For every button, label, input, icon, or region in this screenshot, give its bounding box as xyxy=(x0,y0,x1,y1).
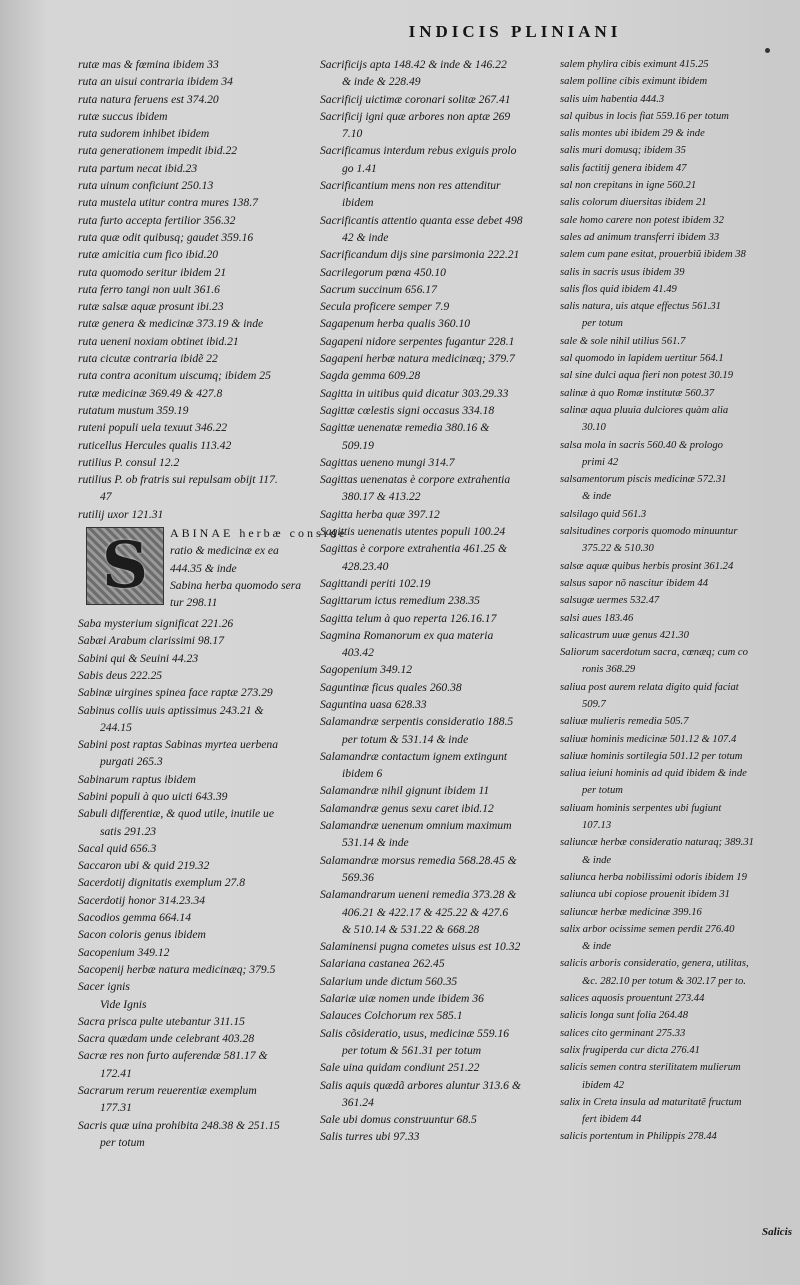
index-entry: salis in sacris usus ibidem 39 xyxy=(560,266,685,278)
index-entry: saliua post aurem relata digito quid faciat xyxy=(560,681,739,693)
index-entry: Sagittæ cœlestis signi occasus 334.18 xyxy=(320,403,495,417)
index-entry: Salamandræ genus sexu caret ibid.12 xyxy=(320,801,494,815)
index-entry: salsilago quid 561.3 xyxy=(560,508,647,520)
index-entry: rutæ salsæ aquæ prosunt ibi.23 xyxy=(78,300,224,314)
index-entry: ruta furto accepta fertilior 356.32 xyxy=(78,213,236,227)
index-entry: Sagapeni herbæ natura medicinæq; 379.7 xyxy=(320,352,515,366)
index-entry: 444.35 & inde xyxy=(170,561,237,575)
index-entry: ratio & medicinæ ex ea xyxy=(170,544,279,558)
index-entry: Sagopenium 349.12 xyxy=(320,663,413,677)
index-entry: rutilius P. consul 12.2 xyxy=(78,455,180,469)
index-entry: Sacrificij igni quæ arbores non aptæ 269 xyxy=(320,109,511,123)
index-entry: 107.13 xyxy=(582,820,612,832)
index-entry: Sagapeni nidore serpentes fugantur 228.1 xyxy=(320,334,515,348)
index-entry: fert ibidem 44 xyxy=(582,1114,642,1126)
index-entry: Sacris quæ uina prohibita 248.38 & 251.15 xyxy=(78,1118,280,1132)
index-entry: 244.15 xyxy=(100,720,132,734)
index-entry: satis 291.23 xyxy=(100,824,157,838)
index-entry: Saccaron ubi & quid 219.32 xyxy=(78,859,210,873)
index-entry: Sacrificantis attentio quanta esse debet 498 xyxy=(320,213,523,227)
index-entry: Sagittandi periti 102.19 xyxy=(320,576,431,590)
ink-spot xyxy=(765,48,770,53)
index-entry: saliuncæ herbæ medicinæ 399.16 xyxy=(560,906,702,918)
index-entry: salis muri domusq; ibidem 35 xyxy=(560,145,686,157)
index-entry: salices aquosis prouentunt 273.44 xyxy=(560,993,705,1005)
index-entry: 375.22 & 510.30 xyxy=(582,543,654,555)
index-entry: salem polline cibis eximunt ibidem xyxy=(560,76,708,88)
index-entry: Sacrum succinum 656.17 xyxy=(320,282,437,296)
initial-entry-block xyxy=(78,525,348,611)
index-entry: Sabini post raptas Sabinas myrtea uerbena xyxy=(78,738,278,752)
index-entry: salix frugiperda cur dicta 276.41 xyxy=(560,1044,700,1056)
index-entry: salis factitij genera ibidem 47 xyxy=(560,162,687,174)
index-entry: sal quibus in locis fiat 559.16 per totum xyxy=(560,110,729,122)
index-entry: purgati 265.3 xyxy=(100,755,163,769)
index-entry: Sabini populi à quo uicti 643.39 xyxy=(78,789,228,803)
index-entry: 47 xyxy=(100,490,112,504)
index-entry: 7.10 xyxy=(342,127,363,141)
index-entry: Saba mysterium significat 221.26 xyxy=(78,617,234,631)
index-entry: per totum & 561.31 per totum xyxy=(342,1043,482,1057)
index-entry: salsus sapor nõ nascitur ibidem 44 xyxy=(560,577,709,589)
index-entry: Sacrarum rerum reuerentiæ exemplum xyxy=(78,1084,257,1098)
cross-reference: Vide Ignis xyxy=(100,997,147,1011)
index-entry: rutilij uxor 121.31 xyxy=(78,507,164,521)
index-entry: salsugæ uermes 532.47 xyxy=(560,595,660,607)
index-entry: 406.21 & 422.17 & 425.22 & 427.6 xyxy=(342,905,509,919)
index-entry: Sagapenum herba qualis 360.10 xyxy=(320,317,471,331)
index-entry: Sacer ignis xyxy=(78,980,130,994)
index-entry: sale homo carere non potest ibidem 32 xyxy=(560,214,724,226)
index-entry: ruta an uisui contraria ibidem 34 xyxy=(78,75,233,89)
index-entry: salis montes ubi ibidem 29 & inde xyxy=(560,128,705,140)
decorated-initial xyxy=(86,527,164,605)
index-entry: rutæ genera & medicinæ 373.19 & inde xyxy=(78,317,264,331)
index-entry: saliuæ hominis sortilegia 501.12 per totum xyxy=(560,750,743,762)
index-column-3 xyxy=(560,56,800,1146)
index-entry: Salamandræ serpentis consideratio 188.5 xyxy=(320,715,514,729)
page-header xyxy=(0,22,800,42)
index-entry: tur 298.11 xyxy=(170,596,218,610)
index-entry: ruta quomodo seritur ibidem 21 xyxy=(78,265,227,279)
index-entry: salix in Creta insula ad maturitatẽ fructum xyxy=(560,1096,742,1108)
index-entry: Sacrificijs apta 148.42 & inde & 146.22 xyxy=(320,58,507,71)
index-entry: saliunca herba nobilissimi odoris ibidem 19 xyxy=(560,871,747,883)
index-entry: per totum xyxy=(100,1135,145,1149)
index-entry: Sabinarum raptus ibidem xyxy=(78,772,196,786)
index-entry: 403.42 xyxy=(342,646,374,660)
index-entry: sal quomodo in lapidem uertitur 564.1 xyxy=(560,353,724,365)
index-entry: Sagittas è corpore extrahentia 461.25 & xyxy=(320,542,507,556)
index-entry: ABINAE herbæ conside xyxy=(170,526,348,541)
index-entry: ruta sudorem inhibet ibidem xyxy=(78,127,210,141)
index-entry: Sagitta herba quæ 397.12 xyxy=(320,507,440,521)
index-entry: salices cito germinant 275.33 xyxy=(560,1027,686,1039)
index-entry: saliuam hominis serpentes ubi fugiunt xyxy=(560,802,722,814)
index-entry: Sabini qui & Seuini 44.23 xyxy=(78,651,199,665)
index-column-2 xyxy=(320,56,560,1146)
index-entry: salicastrum uuæ genus 421.30 xyxy=(560,629,689,641)
index-entry: primi 42 xyxy=(582,456,619,468)
index-entry: 42 & inde xyxy=(342,230,389,244)
initial-letter: S xyxy=(101,528,149,604)
index-entry: ronis 368.29 xyxy=(582,664,636,676)
index-entry: Secula proficere semper 7.9 xyxy=(320,300,450,314)
index-entry: Sacopenij herbæ natura medicinæq; 379.5 xyxy=(78,962,276,976)
index-entry: Sacra prisca pulte utebantur 311.15 xyxy=(78,1014,245,1028)
index-entry: 509.19 xyxy=(342,438,374,452)
index-entry: salicis arboris consideratio, genera, utilitas, xyxy=(560,958,749,970)
index-entry: ruta uinum conficiunt 250.13 xyxy=(78,179,214,193)
index-entry: ruta ueneni noxiam obtinet ibid.21 xyxy=(78,334,239,348)
index-column-1 xyxy=(78,56,348,1151)
index-entry: saliunca ubi copiose prouenit ibidem 31 xyxy=(560,889,730,901)
index-entry: salis flos quid ibidem 41.49 xyxy=(560,283,677,295)
index-entry: go 1.41 xyxy=(342,161,377,175)
index-entry: per totum xyxy=(582,318,623,330)
index-entry: Saliorum sacerdotum sacra, cœnæq; cum co xyxy=(560,647,748,659)
index-entry: per totum xyxy=(582,785,623,797)
index-entry: Salis aquis quædã arbores aluntur 313.6 & xyxy=(320,1078,521,1092)
index-entry: Sagmina Romanorum ex qua materia xyxy=(320,628,494,642)
index-entry: salicis semen contra sterilitatem mulierum xyxy=(560,1062,741,1074)
index-entry: Saguntinæ ficus quales 260.38 xyxy=(320,680,462,694)
index-entry: rutæ mas & fœmina ibidem 33 xyxy=(78,58,219,71)
index-entry: salis uim habentia 444.3 xyxy=(560,93,665,105)
index-entry: Salamandræ nihil gignunt ibidem 11 xyxy=(320,784,490,798)
index-entry: Salaminensi pugna cometes uisus est 10.32 xyxy=(320,940,521,954)
index-entry: &c. 282.10 per totum & 302.17 per to. xyxy=(582,975,746,987)
index-entry: Sagittæ uenenatæ remedia 380.16 & xyxy=(320,421,490,435)
index-entry: Salamandræ contactum ignem extingunt xyxy=(320,749,508,763)
index-entry: Sacrilegorum pœna 450.10 xyxy=(320,265,446,279)
index-entry: ibidem 42 xyxy=(582,1079,625,1091)
index-entry: rutilius P. ob fratris sui repulsam obijt 117. xyxy=(78,473,278,487)
index-entry: Saguntina uasa 628.33 xyxy=(320,697,427,711)
index-entry: Sacra quædam unde celebrant 403.28 xyxy=(78,1032,255,1046)
index-entry: ruta generationem impedit ibid.22 xyxy=(78,144,238,158)
index-entry: ruteni populi uela texuut 346.22 xyxy=(78,421,228,435)
index-entry: 30.10 xyxy=(582,422,606,434)
index-entry: Salis turres ubi 97.33 xyxy=(320,1130,420,1144)
index-entry: salsi aues 183.46 xyxy=(560,612,634,624)
index-entry: salem phylira cibis eximunt 415.25 xyxy=(560,59,709,70)
index-entry: & inde xyxy=(582,491,612,503)
index-entry: Sacerdotij dignitatis exemplum 27.8 xyxy=(78,876,246,890)
index-entry: 361.24 xyxy=(342,1095,374,1109)
index-entry: & inde xyxy=(582,854,612,866)
index-entry: ibidem xyxy=(342,196,374,210)
index-entry: ruta ferro tangi non uult 361.6 xyxy=(78,282,220,296)
index-entry: salicis longa sunt folia 264.48 xyxy=(560,1010,689,1022)
index-entry: Sabina herba quomodo sera xyxy=(170,578,302,592)
index-entry: 569.36 xyxy=(342,870,374,884)
index-entry: Sacerdotij honor 314.23.34 xyxy=(78,893,206,907)
index-entry: 428.23.40 xyxy=(342,559,389,573)
index-entry: salix arbor ocissime semen perdit 276.40 xyxy=(560,923,735,935)
index-entry: ruta cicutæ contraria ibidẽ 22 xyxy=(78,352,218,366)
index-entry: salis natura, uis atque effectus 561.31 xyxy=(560,301,721,313)
index-entry: salem cum pane esitat, prouerbiũ ibidem 38 xyxy=(560,249,746,261)
index-entry: Sagittas uenenatas è corpore extrahentia xyxy=(320,473,511,487)
index-entry: salis colorum diuersitas ibidem 21 xyxy=(560,197,707,209)
index-entry: & 510.14 & 531.22 & 668.28 xyxy=(342,922,480,936)
running-title: INDICIS PLINIANI xyxy=(408,22,622,41)
index-entry: Sacrificantium mens non res attenditur xyxy=(320,179,501,193)
index-entry: ruta natura feruens est 374.20 xyxy=(78,92,219,106)
index-entry: Sacrificamus interdum rebus exiguis prolo xyxy=(320,144,517,158)
index-entry: Sacræ res non furto auferendæ 581.17 & xyxy=(78,1049,268,1063)
index-entry: salicis portentum in Philippis 278.44 xyxy=(560,1131,717,1143)
index-entry: Sagittas ueneno mungi 314.7 xyxy=(320,455,455,469)
index-entry: Sabis deus 222.25 xyxy=(78,668,163,682)
index-entry: saliua ieiuni hominis ad quid ibidem & inde xyxy=(560,768,747,780)
index-entry: ruta quæ odit quibusq; gaudet 359.16 xyxy=(78,230,254,244)
index-entry: Sacon coloris genus ibidem xyxy=(78,928,206,942)
index-entry: 380.17 & 413.22 xyxy=(342,490,421,504)
index-entry: 531.14 & inde xyxy=(342,836,409,850)
index-entry: Salamandræ morsus remedia 568.28.45 & xyxy=(320,853,517,867)
index-entry: Sabinæ uirgines spinea face raptæ 273.29 xyxy=(78,686,273,700)
index-entry: salsæ aquæ quibus herbis prosint 361.24 xyxy=(560,560,734,572)
index-entry: ruta mustela utitur contra mures 138.7 xyxy=(78,196,258,210)
index-entry: Sabinus collis uuis aptissimus 243.21 & xyxy=(78,703,264,717)
index-entry: salinæ aqua pluuia dulciores quàm alia xyxy=(560,404,729,416)
index-entry: 172.41 xyxy=(100,1066,132,1080)
index-entry: Sagitta telum à quo reperta 126.16.17 xyxy=(320,611,497,625)
index-entry: rutatum mustum 359.19 xyxy=(78,403,189,417)
index-entry: Sagitta in uitibus quid dicatur 303.29.33 xyxy=(320,386,509,400)
index-entry: Sabuli differentiæ, & quod utile, inutile ue xyxy=(78,807,275,821)
index-entry: ruta partum necat ibid.23 xyxy=(78,161,198,175)
index-entry: saliuncæ herbæ consideratio naturaq; 389.31 xyxy=(560,837,754,849)
index-entry: Salariæ uiæ nomen unde ibidem 36 xyxy=(320,992,484,1006)
index-entry: Sagittarum ictus remedium 238.35 xyxy=(320,594,480,608)
index-entry: saliuæ mulieris remedia 505.7 xyxy=(560,716,689,728)
index-entry: Sagda gemma 609.28 xyxy=(320,369,421,383)
index-entry: salsa mola in sacris 560.40 & prologo xyxy=(560,439,723,451)
index-entry: Sagittis uenenatis utentes populi 100.24 xyxy=(320,525,506,539)
index-entry: Sale ubi domus construuntur 68.5 xyxy=(320,1113,477,1127)
index-entry: Salis cõsideratio, usus, medicinæ 559.16 xyxy=(320,1026,510,1040)
index-entry: 177.31 xyxy=(100,1101,132,1115)
index-entry: salinæ à quo Romæ institutæ 560.37 xyxy=(560,387,715,399)
index-entry: ruta contra aconitum uiscumq; ibidem 25 xyxy=(78,369,271,383)
index-entry: Salauces Colchorum rex 585.1 xyxy=(320,1009,463,1023)
index-entry: sale & sole nihil utilius 561.7 xyxy=(560,335,686,347)
index-entry: Salarium unde dictum 560.35 xyxy=(320,974,458,988)
index-entry: saliuæ hominis medicinæ 501.12 & 107.4 xyxy=(560,733,737,745)
index-entry: per totum & 531.14 & inde xyxy=(342,732,469,746)
index-entry: sales ad animum transferri ibidem 33 xyxy=(560,231,720,243)
index-entry: rutæ medicinæ 369.49 & 427.8 xyxy=(78,386,223,400)
index-entry: ibidem 6 xyxy=(342,767,383,781)
index-entry: & inde & 228.49 xyxy=(342,75,421,89)
index-entry: sal non crepitans in igne 560.21 xyxy=(560,180,697,192)
index-entry: Salamandrarum ueneni remedia 373.28 & xyxy=(320,888,517,902)
catchword: Salicis xyxy=(762,1226,792,1238)
index-entry: Sacrificij uictimæ coronari solitæ 267.41 xyxy=(320,92,511,106)
index-entry: 509.7 xyxy=(582,698,606,710)
index-entry: rutæ succus ibidem xyxy=(78,109,168,123)
index-entry: ruticellus Hercules qualis 113.42 xyxy=(78,438,232,452)
index-entry: rutæ amicitia cum fico ibid.20 xyxy=(78,248,219,262)
index-entry: & inde xyxy=(582,941,612,953)
index-entry: salsitudines corporis quomodo minuuntur xyxy=(560,526,738,538)
index-entry: Sacal quid 656.3 xyxy=(78,841,157,855)
index-entry: Sacrificandum dijs sine parsimonia 222.21 xyxy=(320,248,520,262)
index-entry: Sacopenium 349.12 xyxy=(78,945,170,959)
index-entry: Salamandræ uenenum omnium maximum xyxy=(320,819,512,833)
index-entry: salsamentorum piscis medicinæ 572.31 xyxy=(560,474,727,486)
index-entry: Sacodios gemma 664.14 xyxy=(78,911,192,925)
index-entry: sal sine dulci aqua fieri non potest 30.19 xyxy=(560,370,734,382)
index-entry: Sabæi Arabum clarissimi 98.17 xyxy=(78,634,225,648)
index-entry: Salariana castanea 262.45 xyxy=(320,957,445,971)
index-entry: Sale uina quidam condiunt 251.22 xyxy=(320,1061,480,1075)
